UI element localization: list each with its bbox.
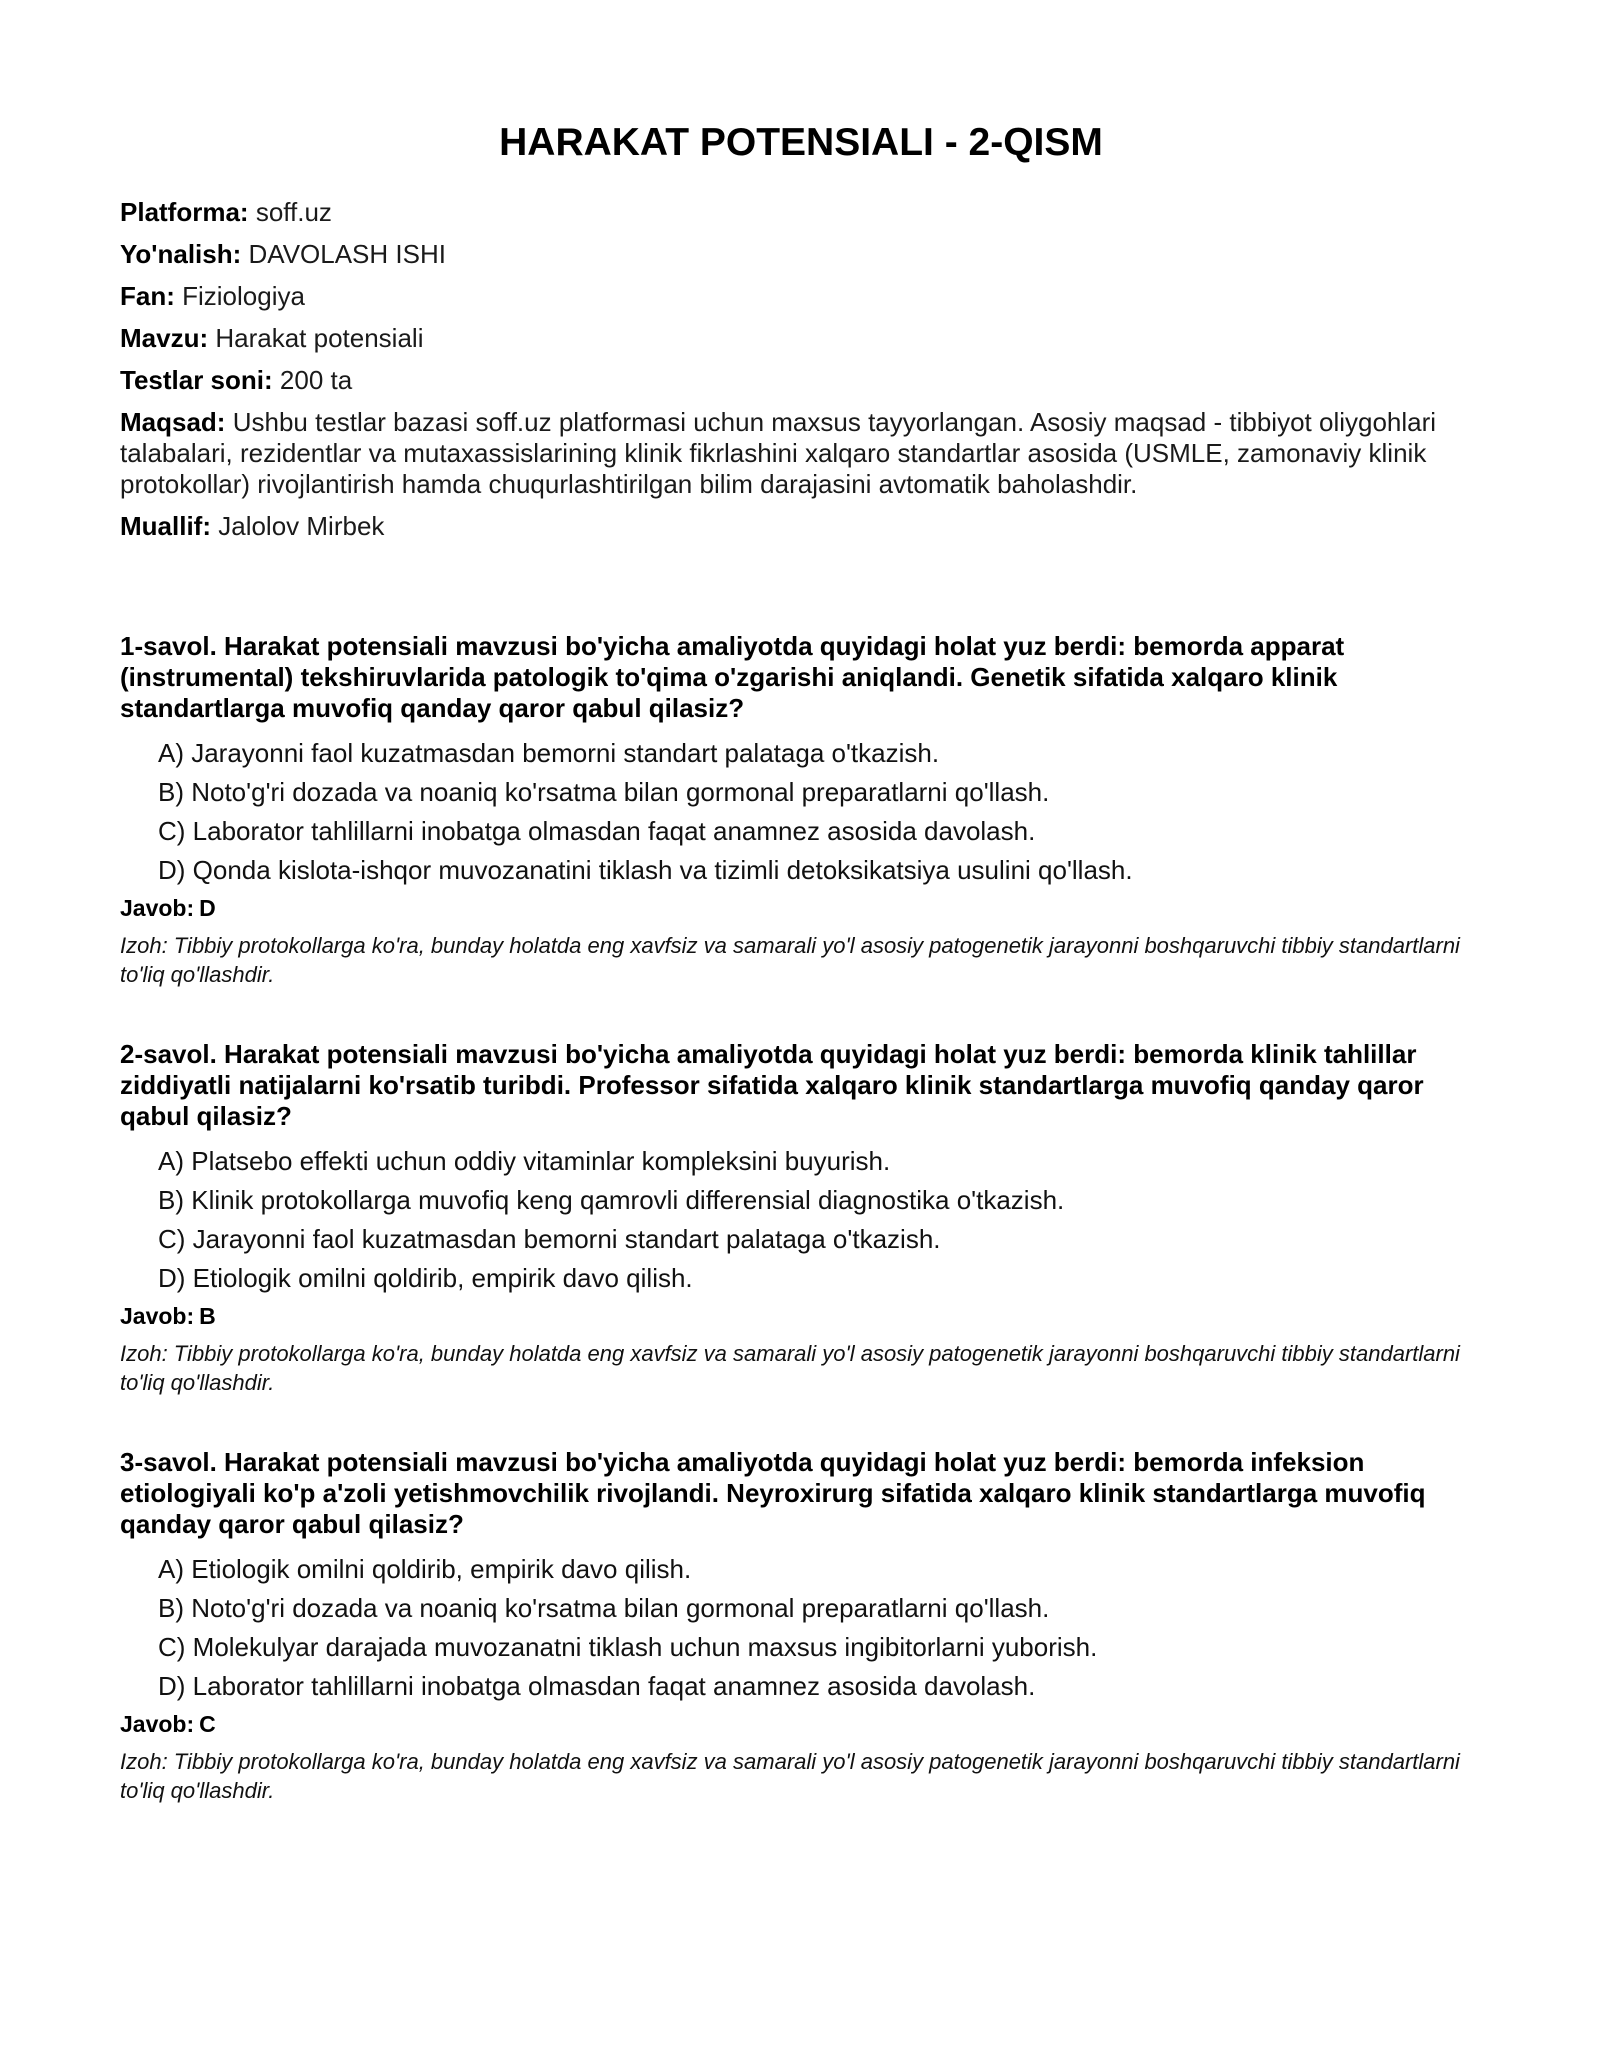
- question-text: 1-savol. Harakat potensiali mavzusi bo'yicha amaliyotda quyidagi holat yuz berdi: bemorda apparat (instrumental) tekshiruvlarida patologik to'qima o'zgarishi aniqlandi. Genetik sifatida xalqaro klinik standartlarga muvofiq qanday qaror qabul qilasiz?: [120, 630, 1345, 723]
- meta-label: Maqsad:: [120, 406, 226, 437]
- answer-key: [120, 894, 1482, 922]
- question-block: [120, 1447, 1482, 1805]
- option-a: A) Platsebo effekti uchun oddiy vitaminlar kompleksini buyurish.: [158, 1145, 891, 1176]
- answer-value: C: [199, 1710, 216, 1737]
- meta-value: Fiziologiya: [182, 280, 305, 311]
- option-a: A) Jarayonni faol kuzatmasdan bemorni standart palataga o'tkazish.: [158, 737, 940, 768]
- meta-value: Harakat potensiali: [215, 322, 424, 353]
- option-d: D) Laborator tahlillarni inobatga olmasdan faqat anamnez asosida davolash.: [158, 1670, 1036, 1701]
- meta-value: 200 ta: [279, 364, 353, 395]
- question-text: 2-savol. Harakat potensiali mavzusi bo'yicha amaliyotda quyidagi holat yuz berdi: bemorda klinik tahlillar ziddiyatli natijalarni ko'rsatib turibdi. Professor sifatida xalqaro klinik standartlarga muvofiq qanday qaror qabul qilasiz?: [120, 1038, 1424, 1131]
- meta-value: Ushbu testlar bazasi soff.uz platformasi uchun maxsus tayyorlangan. Asosiy maqsad - tibbiyot oliygohlari talabalari, rezidentlar va mutaxassislarining klinik fikrlashini xalqaro standartlar asosida (USMLE, zamonaviy klinik protokollar) rivojlantirish hamda chuqurlashtirilgan bilim darajasini avtomatik baholashdir.: [120, 406, 1437, 499]
- option-b: B) Noto'g'ri dozada va noaniq ko'rsatma bilan gormonal preparatlarni qo'llash.: [158, 1592, 1050, 1623]
- explanation-note: Izoh: Tibbiy protokollarga ko'ra, bunday holatda eng xavfsiz va samarali yo'l asosiy patogenetik jarayonni boshqaruvchi tibbiy standartlarni to'liq qo'llashdir.: [120, 1748, 1460, 1803]
- answer-options: [120, 1554, 1482, 1702]
- meta-label: Platforma:: [120, 196, 249, 227]
- answer-key: [120, 1710, 1482, 1738]
- meta-value: DAVOLASH ISHI: [248, 238, 446, 269]
- meta-label: Mavzu:: [120, 322, 209, 353]
- meta-topic: [120, 323, 1482, 354]
- explanation-note: Izoh: Tibbiy protokollarga ko'ra, bunday holatda eng xavfsiz va samarali yo'l asosiy patogenetik jarayonni boshqaruvchi tibbiy standartlarni to'liq qo'llashdir.: [120, 1340, 1460, 1395]
- option-c: C) Molekulyar darajada muvozanatni tiklash uchun maxsus ingibitorlarni yuborish.: [158, 1631, 1098, 1662]
- answer-label: Javob:: [120, 1302, 195, 1329]
- meta-label: Fan:: [120, 280, 175, 311]
- option-b: B) Klinik protokollarga muvofiq keng qamrovli differensial diagnostika o'tkazish.: [158, 1184, 1065, 1215]
- meta-test-count: [120, 365, 1482, 396]
- option-d: D) Etiologik omilni qoldirib, empirik davo qilish.: [158, 1262, 693, 1293]
- document-meta: [120, 197, 1482, 542]
- question-block: [120, 1039, 1482, 1397]
- meta-platform: [120, 197, 1482, 228]
- answer-key: [120, 1302, 1482, 1330]
- option-a: A) Etiologik omilni qoldirib, empirik davo qilish.: [158, 1553, 692, 1584]
- question-text: 3-savol. Harakat potensiali mavzusi bo'yicha amaliyotda quyidagi holat yuz berdi: bemorda infeksion etiologiyali ko'p a'zoli yetishmovchilik rivojlandi. Neyroxirurg sifatida xalqaro klinik standartlarga muvofiq qanday qaror qabul qilasiz?: [120, 1446, 1426, 1539]
- meta-author: [120, 511, 1482, 542]
- meta-purpose: [120, 407, 1482, 500]
- option-c: C) Laborator tahlillarni inobatga olmasdan faqat anamnez asosida davolash.: [158, 815, 1036, 846]
- meta-label: Testlar soni:: [120, 364, 273, 395]
- option-c: C) Jarayonni faol kuzatmasdan bemorni standart palataga o'tkazish.: [158, 1223, 941, 1254]
- question-block: [120, 631, 1482, 989]
- option-b: B) Noto'g'ri dozada va noaniq ko'rsatma bilan gormonal preparatlarni qo'llash.: [158, 776, 1050, 807]
- explanation-note: Izoh: Tibbiy protokollarga ko'ra, bunday holatda eng xavfsiz va samarali yo'l asosiy patogenetik jarayonni boshqaruvchi tibbiy standartlarni to'liq qo'llashdir.: [120, 932, 1460, 987]
- answer-options: [120, 1146, 1482, 1294]
- section-spacer: [120, 553, 1482, 631]
- answer-options: [120, 738, 1482, 886]
- answer-label: Javob:: [120, 894, 195, 921]
- document-title: HARAKAT POTENSIALI - 2-QISM: [499, 121, 1103, 164]
- answer-label: Javob:: [120, 1710, 195, 1737]
- meta-label: Muallif:: [120, 510, 211, 541]
- meta-direction: [120, 239, 1482, 270]
- meta-value: soff.uz: [255, 196, 332, 227]
- answer-value: B: [199, 1302, 216, 1329]
- meta-label: Yo'nalish:: [120, 238, 242, 269]
- option-d: D) Qonda kislota-ishqor muvozanatini tiklash va tizimli detoksikatsiya usulini qo'llash.: [158, 854, 1133, 885]
- meta-subject: [120, 281, 1482, 312]
- meta-value: Jalolov Mirbek: [218, 510, 385, 541]
- answer-value: D: [199, 894, 216, 921]
